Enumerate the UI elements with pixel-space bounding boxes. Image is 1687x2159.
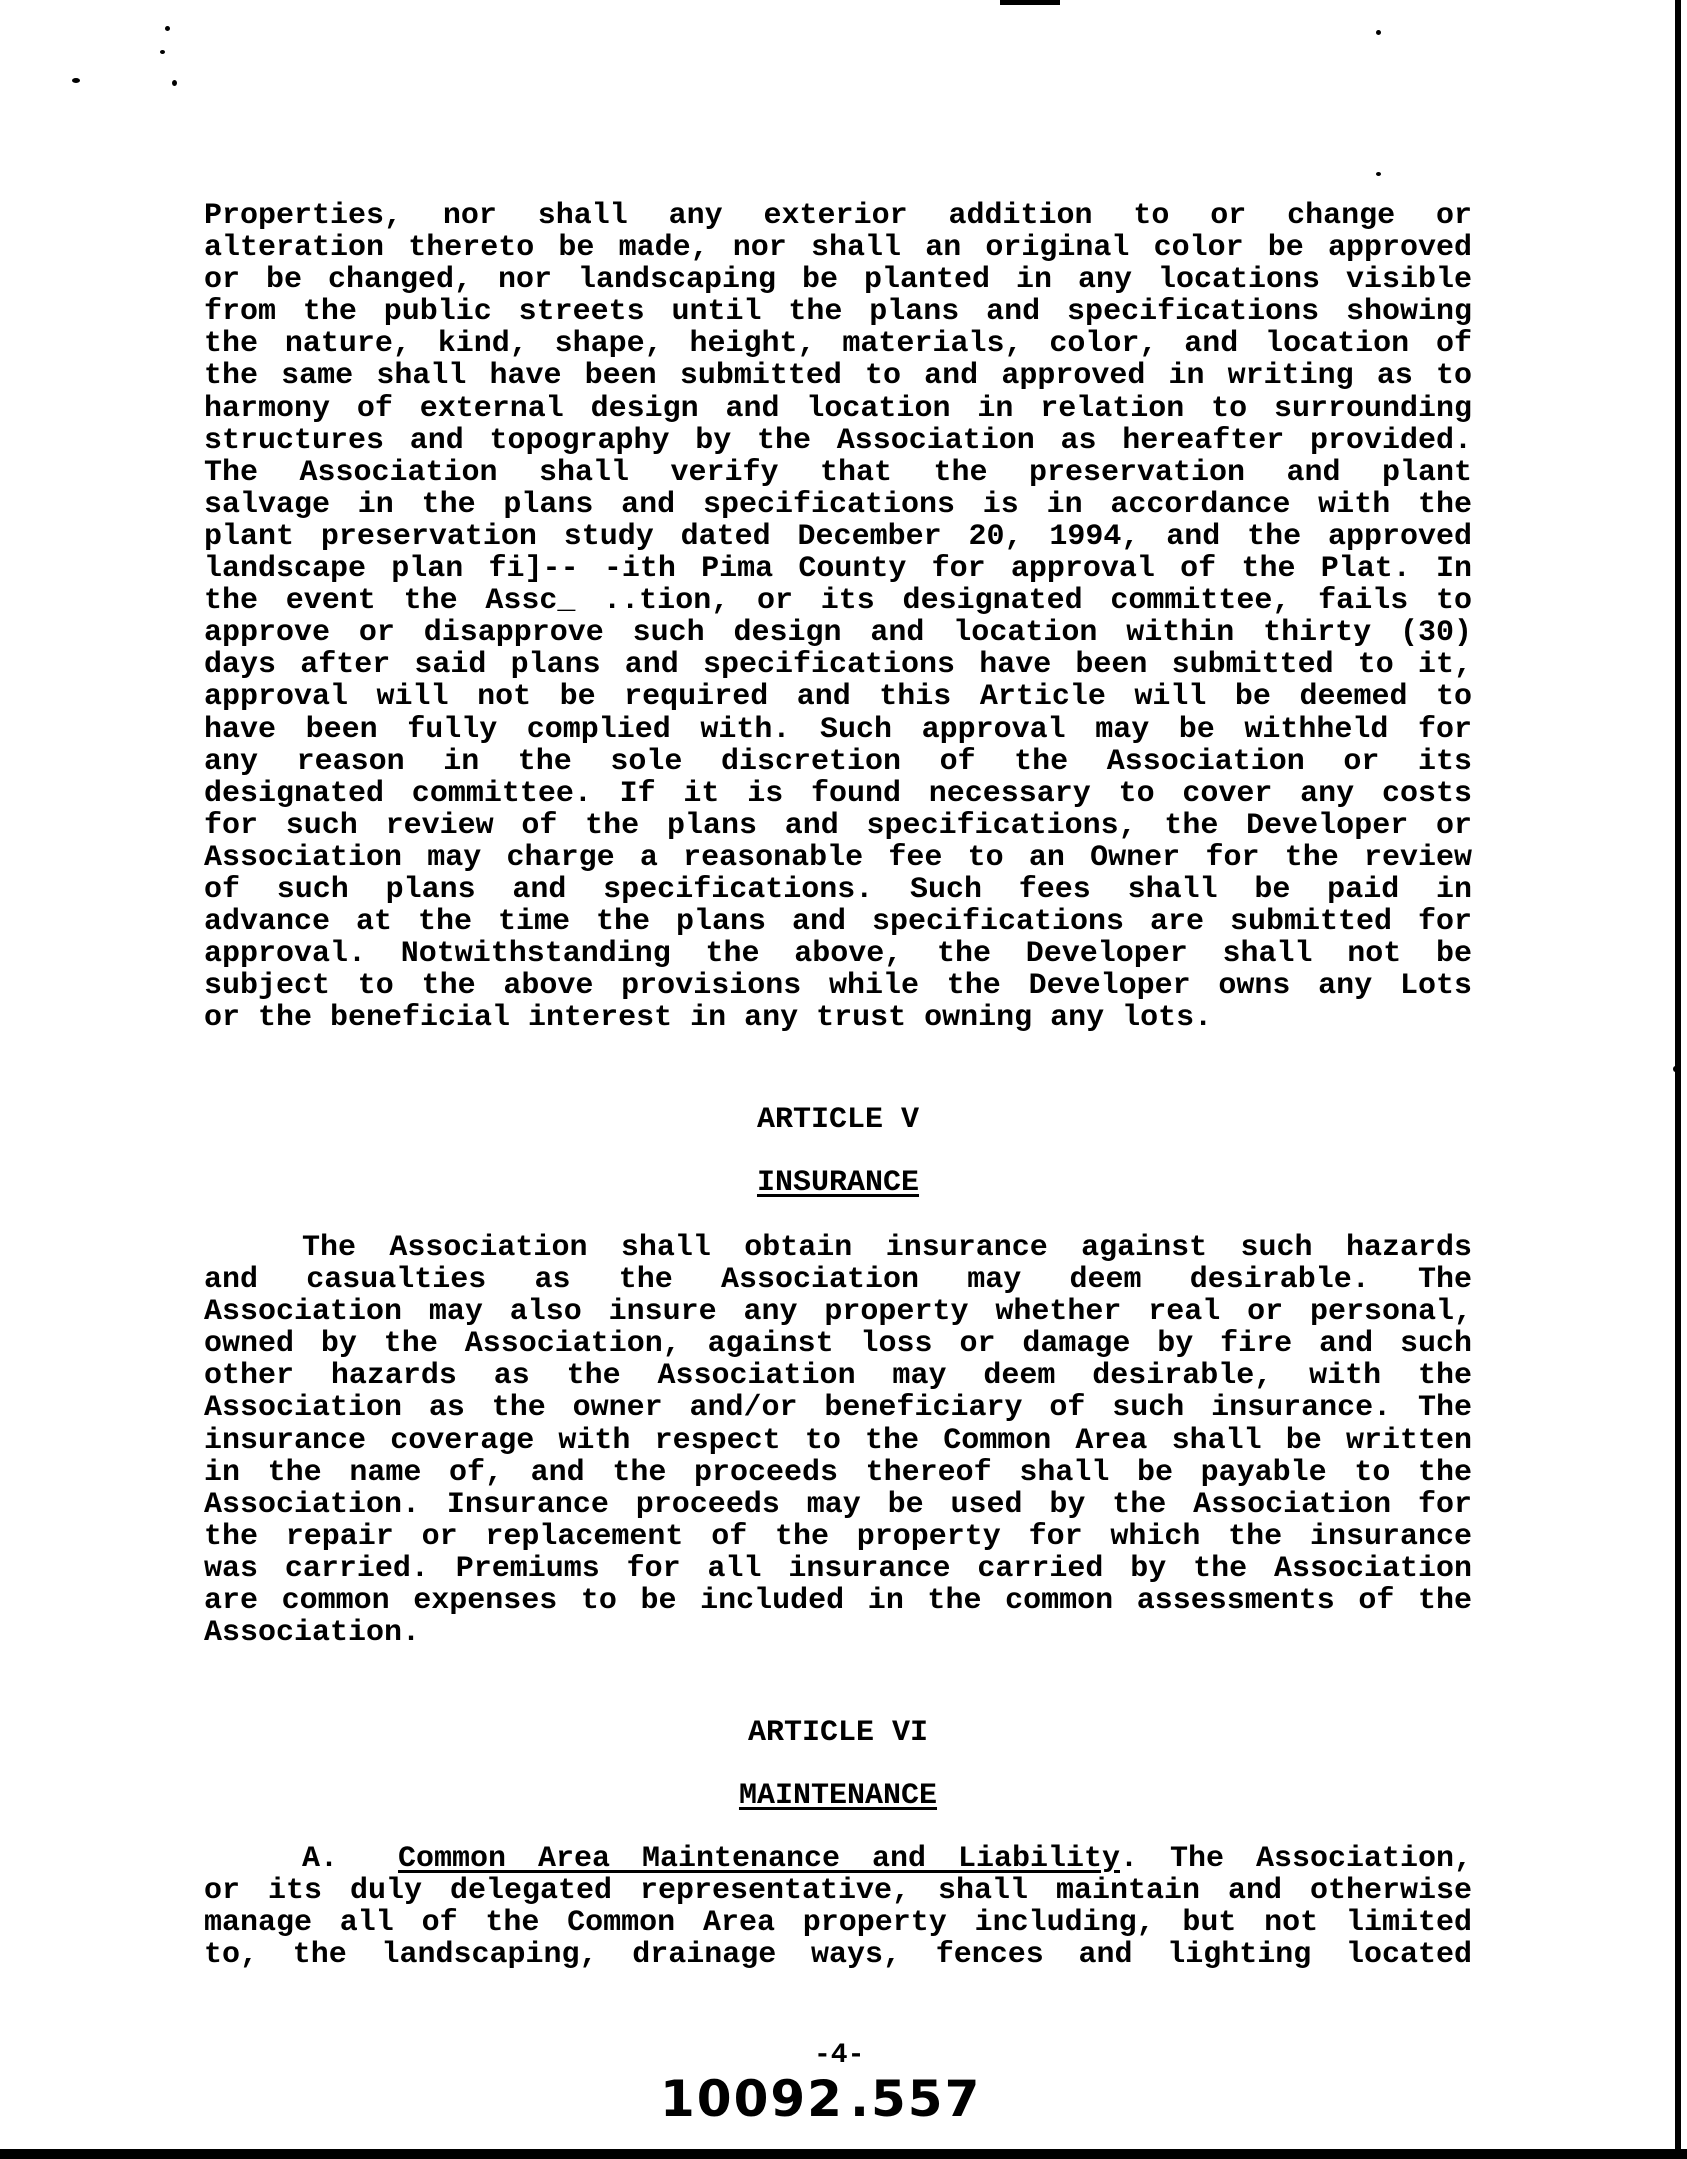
article-vi-title-text: MAINTENANCE [738, 1779, 938, 1813]
text-line: the same shall have been submitted to and approved in writing as to [204, 359, 1472, 394]
section-a-first-line-rest: . The Association, [1120, 1842, 1472, 1876]
paragraph-maintenance [204, 1843, 1472, 1971]
document-stamp-left: 10092 [660, 2070, 844, 2128]
text-line: or its duly delegated representative, shall maintain and otherwise [204, 1874, 1472, 1909]
text-line: manage all of the Common Area property including, but not limited [204, 1906, 1472, 1941]
text-line: the nature, kind, shape, height, materials, color, and location of [204, 327, 1472, 362]
text-line: advance at the time the plans and specifications are submitted for [204, 905, 1472, 940]
text-line: for such review of the plans and specifications, the Developer or [204, 808, 1472, 843]
scan-edge-bottom [0, 2149, 1687, 2159]
text-line: Association may also insure any property whether real or personal, [204, 1295, 1472, 1330]
text-line: plant preservation study dated December 20, 1994, and the approved [204, 519, 1472, 554]
text-line: The Association shall verify that the preservation and plant [204, 455, 1472, 490]
section-a-label: A. [302, 1842, 339, 1876]
text-line: days after said plans and specifications have been submitted to it, [204, 648, 1472, 683]
text-line: are common expenses to be included in the common assessments of the [204, 1584, 1472, 1619]
article-v-title-text: INSURANCE [756, 1166, 920, 1200]
document-stamp-right: .557 [850, 2070, 982, 2128]
text-line: approval will not be required and this Article will be deemed to [204, 680, 1472, 715]
text-line: of such plans and specifications. Such fees shall be paid in [204, 872, 1472, 907]
text-line: other hazards as the Association may deem desirable, with the [204, 1359, 1472, 1394]
text-line: salvage in the plans and specifications is in accordance with the [204, 487, 1472, 522]
text-line: any reason in the sole discretion of the Association or its [204, 744, 1472, 779]
text-line: landscape plan fi]-- -ith Pima County for approval of the Plat. In [204, 552, 1472, 587]
section-a-title: Common Area Maintenance and Liability [398, 1842, 1120, 1876]
text-line: insurance coverage with respect to the Common Area shall be written [204, 1423, 1472, 1458]
scan-speck [1673, 1066, 1678, 1072]
text-line: in the name of, and the proceeds thereof shall be payable to the [204, 1455, 1472, 1490]
article-vi-heading [204, 1716, 1472, 1750]
scan-speck [172, 80, 177, 86]
scan-edge-top-mark [1000, 0, 1060, 5]
text-line: harmony of external design and location in relation to surrounding [204, 391, 1472, 426]
article-v-title [204, 1166, 1472, 1200]
article-v-heading-text: ARTICLE V [756, 1103, 920, 1137]
scan-edge-right [1675, 0, 1681, 2159]
text-line: Association may charge a reasonable fee to an Owner for the review [204, 840, 1472, 875]
text-line: The Association shall obtain insurance against such hazards [302, 1231, 1472, 1265]
text-line: the event the Assc_ ..tion, or its designated committee, fails to [204, 584, 1472, 619]
scan-speck [72, 78, 80, 83]
article-vi-heading-text: ARTICLE VI [747, 1716, 929, 1750]
article-v-heading [204, 1103, 1472, 1137]
text-line: and casualties as the Association may deem desirable. The [204, 1263, 1472, 1298]
paragraph-property-alterations [204, 200, 1472, 1034]
text-line: alteration thereto be made, nor shall an original color be approved [204, 231, 1472, 266]
text-line: have been fully complied with. Such approval may be withheld for [204, 712, 1472, 747]
article-vi-title [204, 1779, 1472, 1813]
text-line: the repair or replacement of the property for which the insurance [204, 1519, 1472, 1554]
text-line: or the beneficial interest in any trust owning any lots. [204, 1001, 1213, 1036]
text-line: to, the landscaping, drainage ways, fences and lighting located [204, 1938, 1472, 1973]
text-line: approve or disapprove such design and location within thirty (30) [204, 616, 1472, 651]
text-line: structures and topography by the Association as hereafter provided. [204, 423, 1472, 458]
text-line: owned by the Association, against loss or damage by fire and such [204, 1327, 1472, 1362]
scan-speck [165, 26, 170, 31]
section-a [302, 1842, 1472, 1876]
scan-speck [160, 50, 165, 54]
maintenance-first-line [204, 1843, 1472, 1875]
text-line: or be changed, nor landscaping be planted in any locations visible [204, 263, 1472, 298]
text-line: Properties, nor shall any exterior addition to or change or [204, 199, 1472, 233]
text-line: approval. Notwithstanding the above, the Developer shall not be [204, 937, 1472, 972]
maintenance-lines [204, 1875, 1472, 1971]
text-line: Association. [204, 1616, 421, 1651]
text-line: designated committee. If it is found necessary to cover any costs [204, 776, 1472, 811]
text-line: was carried. Premiums for all insurance carried by the Association [204, 1551, 1472, 1586]
text-line: Association. Insurance proceeds may be used by the Association for [204, 1487, 1472, 1522]
text-line: from the public streets until the plans and specifications showing [204, 295, 1472, 330]
paragraph-insurance [204, 1232, 1472, 1649]
scan-speck [1376, 30, 1381, 35]
scan-speck [1376, 172, 1381, 176]
text-line: Association as the owner and/or beneficiary of such insurance. The [204, 1391, 1472, 1426]
text-line: subject to the above provisions while the Developer owns any Lots [204, 969, 1472, 1004]
page-number: -4- [814, 2040, 865, 2071]
